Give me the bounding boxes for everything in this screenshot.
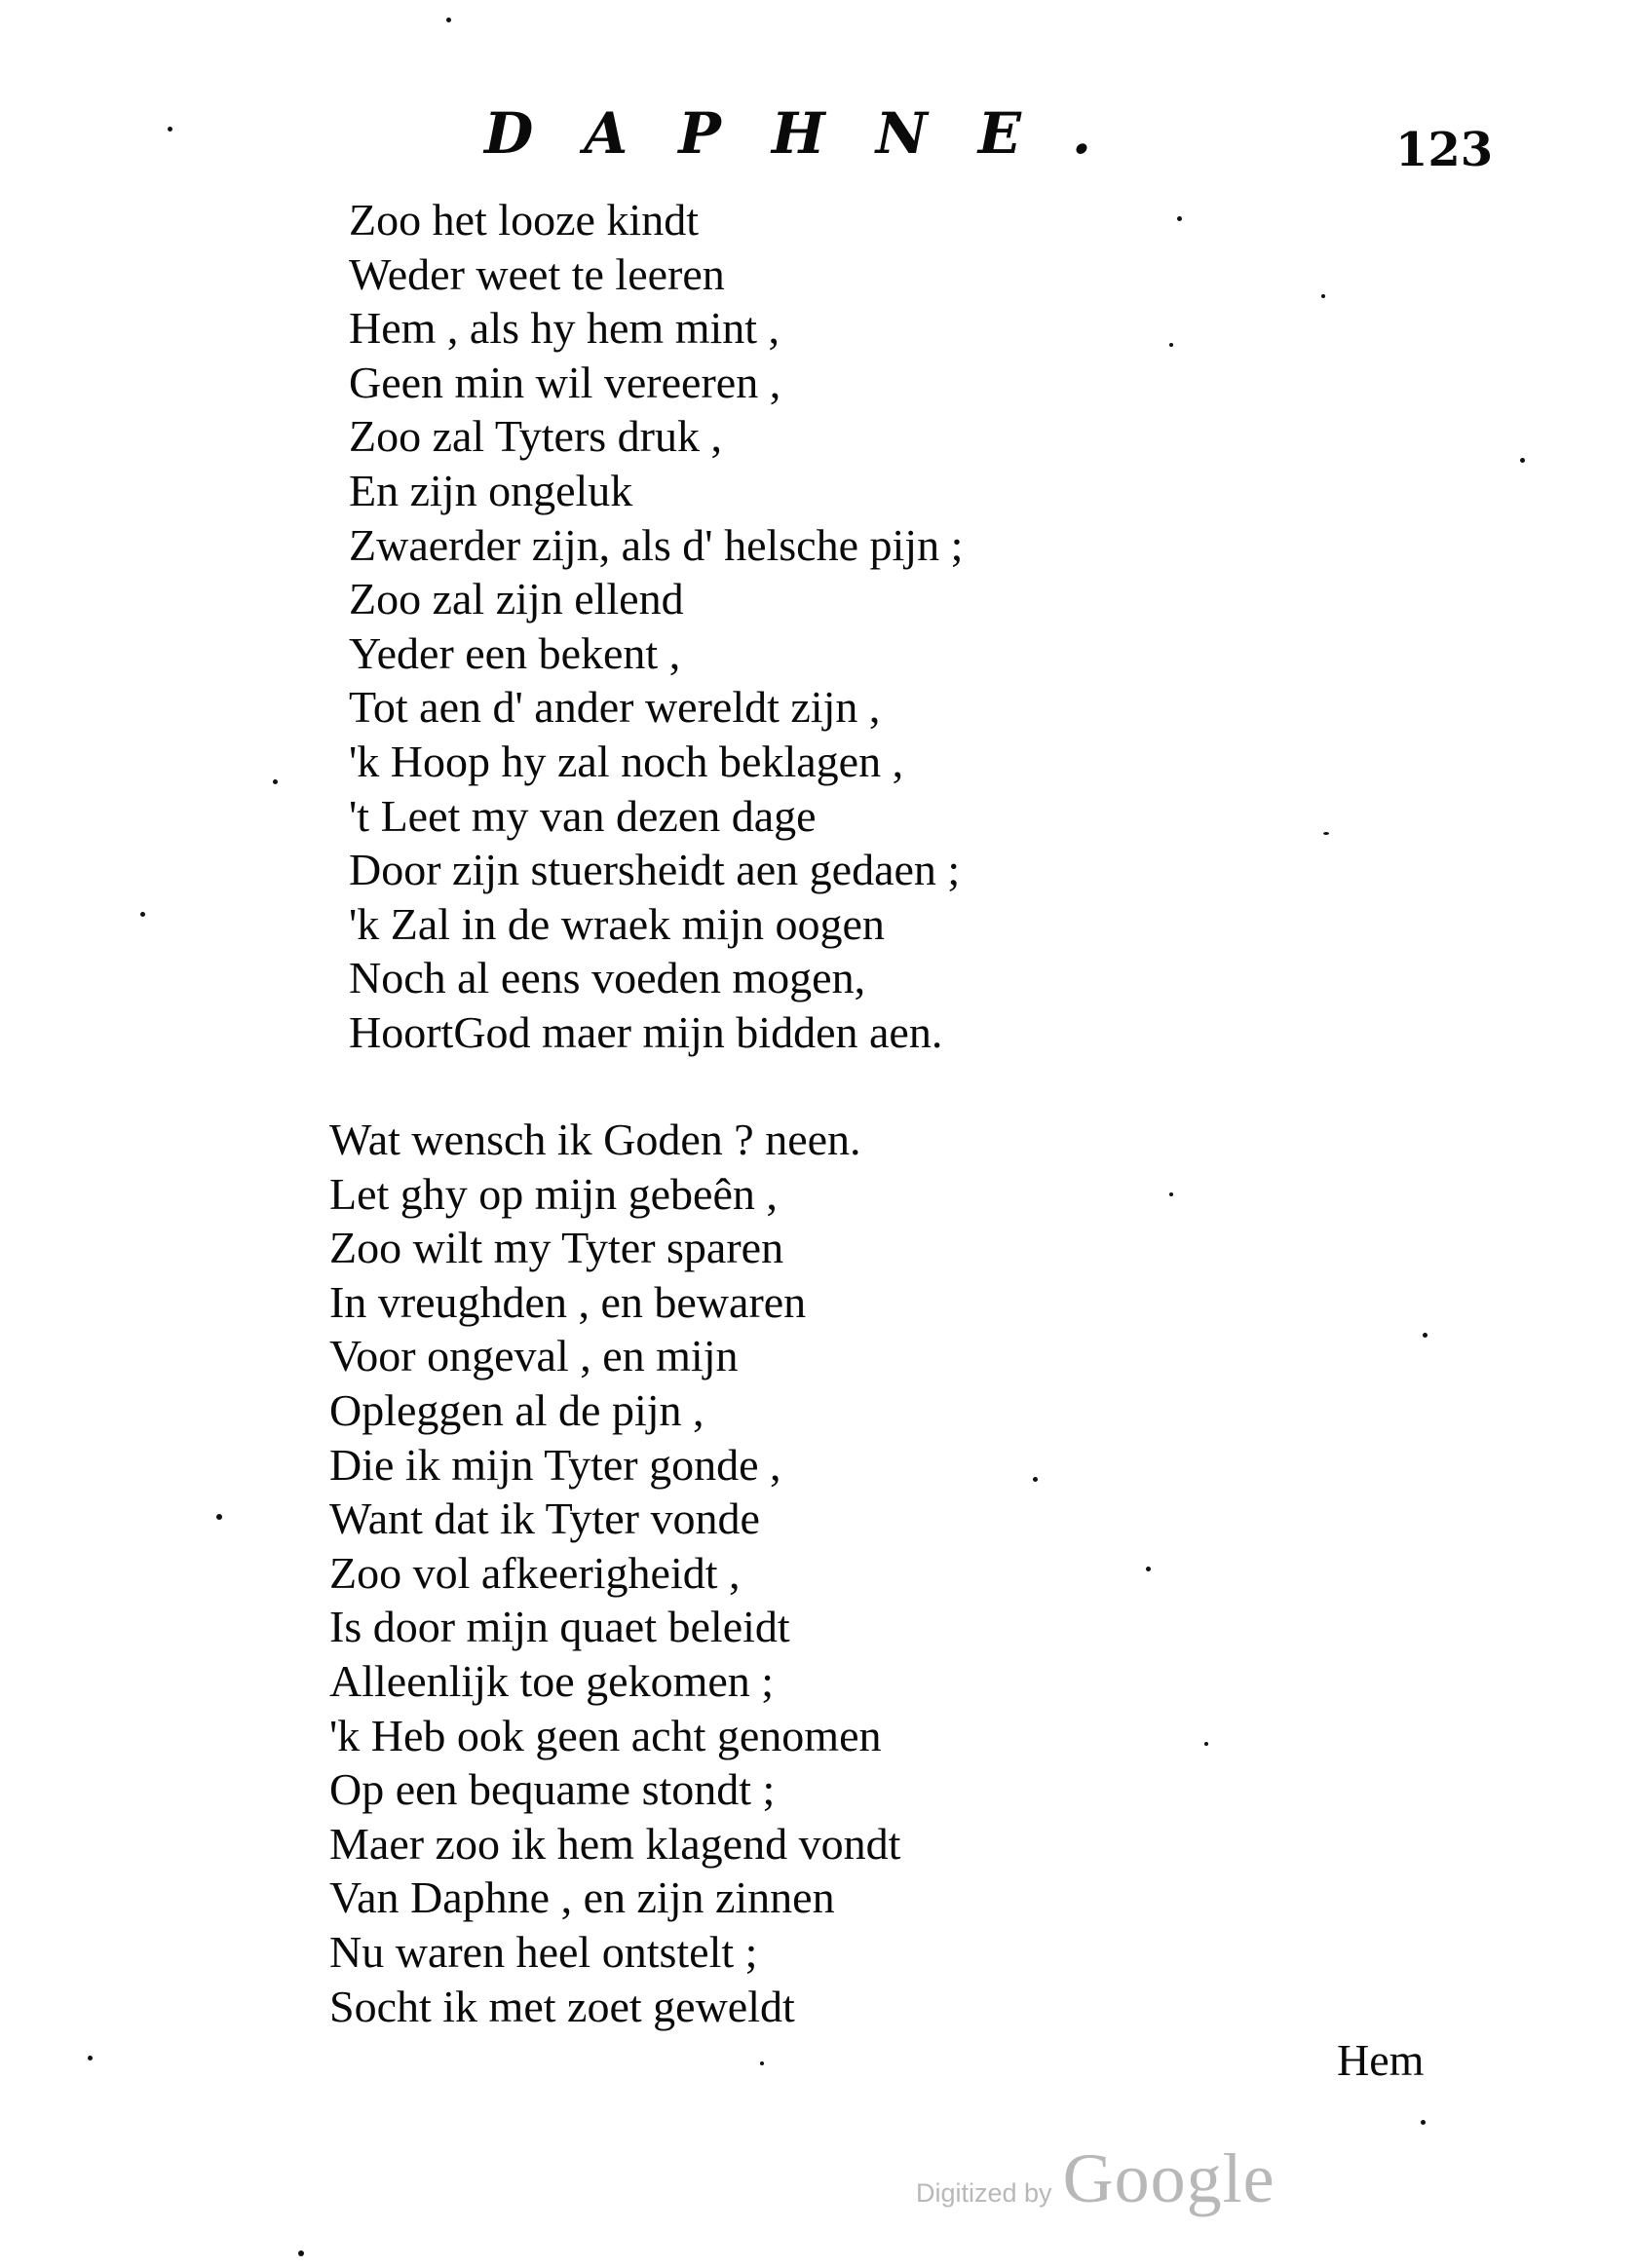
- verse-line: 'k Zal in de wraek mijn oogen: [349, 898, 885, 949]
- scan-speck: [298, 2250, 304, 2256]
- scan-speck: [1169, 343, 1173, 347]
- verse-line: Hem , als hy hem mint ,: [349, 303, 780, 354]
- scan-speck: [1204, 1742, 1208, 1746]
- stanza-1: [349, 193, 963, 1060]
- verse-line: Die ik mijn Tyter gonde ,: [329, 1439, 781, 1490]
- verse-line: In vreughden , en bewaren: [329, 1276, 807, 1327]
- scan-speck: [88, 2056, 93, 2060]
- scan-speck: [168, 127, 172, 132]
- scan-speck: [1169, 1192, 1173, 1196]
- verse-line: Noch al eens voeden mogen,: [349, 953, 866, 1003]
- verse-line: Op een bequame stondt ;: [329, 1764, 776, 1815]
- verse-line: Nu waren heel ontstelt ;: [329, 1926, 758, 1977]
- verse-line: Socht ik met zoet geweldt: [329, 1981, 795, 2031]
- verse-line: Voor ongeval , en mijn: [329, 1331, 739, 1381]
- verse-line: Yeder een bekent ,: [349, 627, 681, 678]
- running-head: DAPHNE.: [484, 100, 1143, 167]
- verse-line: Zwaerder zijn, als d' helsche pijn ;: [349, 519, 964, 570]
- watermark-prefix: Digitized by: [916, 2178, 1052, 2208]
- verse-line: Zoo zal Tyters druk ,: [349, 411, 723, 462]
- verse-line: Wat wensch ik Goden ? neen.: [329, 1115, 861, 1164]
- scan-speck: [1323, 832, 1329, 835]
- verse-line: Zoo wilt my Tyter sparen: [329, 1223, 784, 1273]
- verse-line: Opleggen al de pijn ,: [329, 1384, 704, 1435]
- verse-line: HoortGod maer mijn bidden aen.: [349, 1006, 943, 1057]
- digitized-watermark: [916, 2139, 1275, 2217]
- scan-speck: [1033, 1477, 1038, 1482]
- verse-line: 't Leet my van dezen dage: [349, 790, 817, 841]
- verse-line: Tot aen d' ander wereldt zijn ,: [349, 682, 881, 733]
- scan-speck: [1423, 1333, 1428, 1338]
- verse-line: Want dat ik Tyter vonde: [329, 1493, 760, 1544]
- verse-line: Zoo zal zijn ellend: [349, 574, 684, 624]
- verse-line: Maer zoo ik hem klagend vondt: [329, 1818, 901, 1869]
- verse-line: Zoo vol afkeerigheidt ,: [329, 1547, 741, 1598]
- verse-line: Geen min wil vereeren ,: [349, 357, 781, 407]
- stanza-2: [329, 1113, 900, 2033]
- scan-speck: [446, 18, 451, 22]
- verse-line: Weder weet te leeren: [349, 248, 725, 299]
- verse-line: 'k Hoop hy zal noch beklagen ,: [349, 736, 904, 786]
- scan-speck: [1321, 294, 1325, 298]
- verse-line: Zoo het looze kindt: [349, 195, 699, 245]
- watermark-logo: Google: [1062, 2139, 1275, 2217]
- scan-speck: [1146, 1567, 1151, 1571]
- catchword: Hem: [1337, 2035, 1425, 2085]
- verse-line: Door zijn stuersheidt aen gedaen ;: [349, 845, 961, 895]
- verse-line: 'k Heb ook geen acht genomen: [329, 1710, 882, 1760]
- scan-speck: [273, 779, 278, 784]
- verse-line: En zijn ongeluk: [349, 465, 633, 515]
- scan-speck: [140, 912, 145, 917]
- scan-speck: [216, 1514, 222, 1520]
- page-number: 123: [1395, 123, 1494, 177]
- scan-speck: [1421, 2120, 1426, 2125]
- scan-speck: [1177, 216, 1182, 221]
- verse-line: Let ghy op mijn gebeên ,: [329, 1168, 778, 1219]
- verse-line: Alleenlijk toe gekomen ;: [329, 1655, 775, 1706]
- verse-line: Van Daphne , en zijn zinnen: [329, 1872, 835, 1923]
- scan-speck: [1520, 458, 1525, 463]
- verse-line: Is door mijn quaet beleidt: [329, 1602, 790, 1652]
- scan-speck: [760, 2061, 764, 2065]
